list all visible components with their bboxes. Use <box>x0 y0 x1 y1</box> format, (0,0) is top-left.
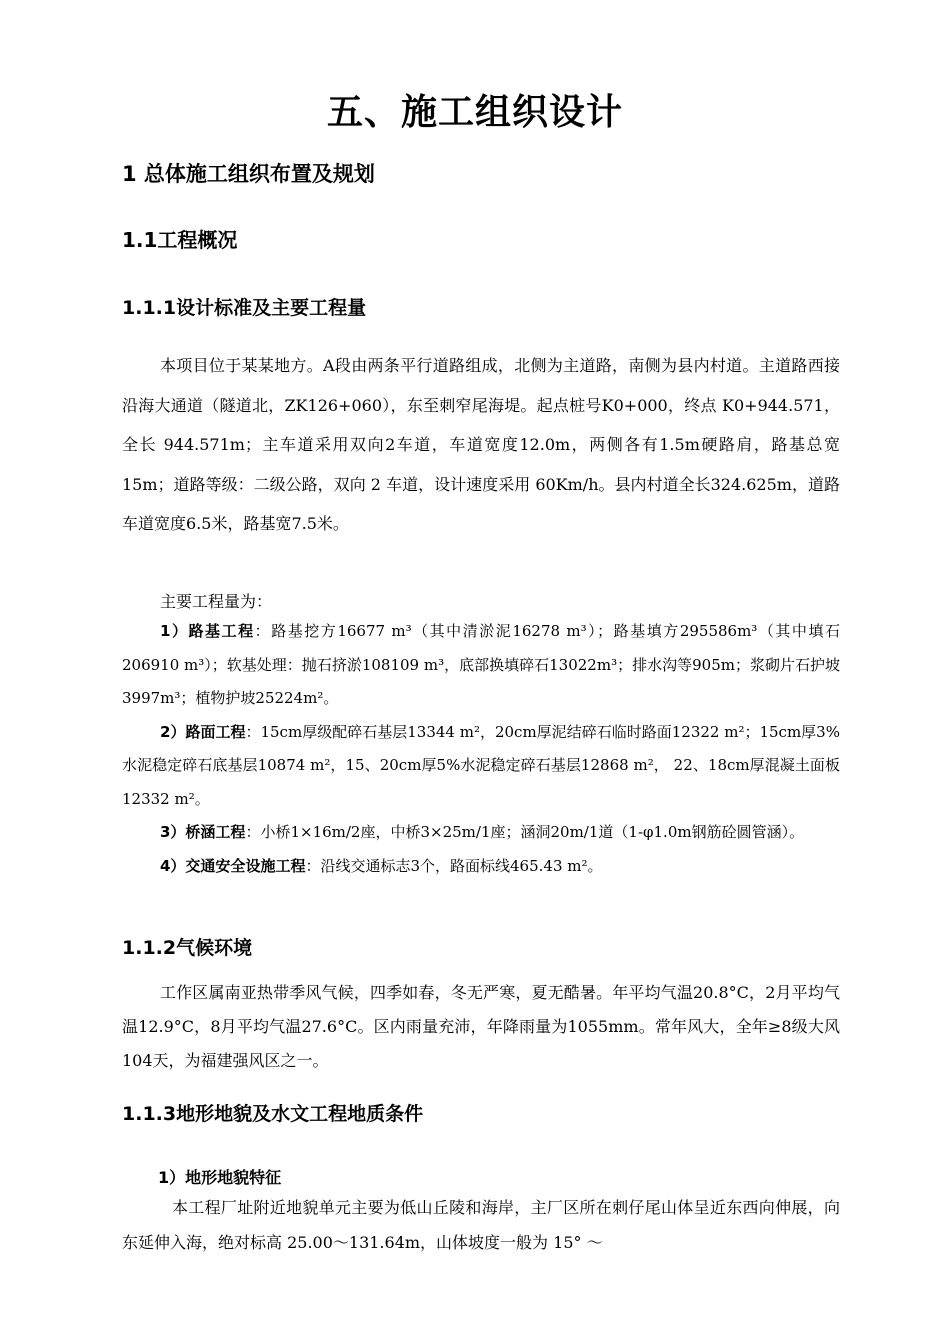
section-heading-1: 1 总体施工组织布置及规划 <box>122 162 375 186</box>
quantity-label: 3）桥涵工程 <box>160 823 246 841</box>
quantity-label: 4）交通安全设施工程 <box>160 856 306 875</box>
quantities-list <box>122 615 840 883</box>
quantity-item-bridges <box>122 816 840 850</box>
quantity-text: ：沿线交通标志3个，路面标线465.43 m²。 <box>305 856 603 875</box>
climate-paragraph: 工作区属南亚热带季风气候，四季如春，冬无严寒，夏无酷暑。年平均气温20.8°C，2月平均气温12.9°C，8月平均气温27.6°C。区内雨量充沛，年降雨量为1055mm。常年风大，全年≥8级大风104天，为福建强风区之一。 <box>122 983 840 1070</box>
quantity-text: ：路基挖方16677 m³（其中清淤泥16278 m³）；路基填方295586m³（其中填石206910 m³）；软基处理：抛石挤淤108109 m³，底部换填碎石13022m³；排水沟等905m；浆砌片石护坡3997m³；植物护坡25224m²。 <box>122 622 840 707</box>
quantity-label: 1）路基工程 <box>160 622 255 640</box>
quantity-item-subgrade <box>122 615 840 716</box>
section-heading-1-1-3: 1.1.3地形地貌及水文工程地质条件 <box>122 1103 424 1125</box>
terrain-paragraph: 本工程厂址附近地貌单元主要为低山丘陵和海岸，主厂区所在刺仔尾山体呈近东西向伸展，向东延伸入海，绝对标高 25.00～131.64m，山体坡度一般为 15° ～ <box>122 1198 840 1252</box>
quantity-text: ：15cm厚级配碎石基层13344 m²，20cm厚泥结碎石临时路面12322 m²；15cm厚3%水泥稳定碎石底基层10874 m²，15、20cm厚5%水泥稳定碎石基层12868 m²， 22、18cm厚混凝土面板12332 m²。 <box>122 722 840 808</box>
project-overview-paragraph: 本项目位于某某地方。A段由两条平行道路组成，北侧为主道路，南侧为县内村道。主道路西接沿海大通道（隧道北，ZK126+060），东至刺窄尾海堤。起点桩号K0+000，终点 K0+944.571，全长 944.571m；主车道采用双向2车道，车道宽度12.0m，两侧各有1.5m硬路肩，路基总宽15m；道路等级：二级公路，双向 2 车道，设计速度采用 60Km/h。县内村道全长324.625m，道路车道宽度6.5米，路基宽7.5米。 <box>122 356 840 534</box>
subheading-terrain: 1）地形地貌特征 <box>158 1168 282 1187</box>
quantity-label: 2）路面工程 <box>160 722 246 741</box>
section-heading-1-1: 1.1工程概况 <box>122 228 238 252</box>
section-heading-1-1-1: 1.1.1设计标准及主要工程量 <box>122 297 367 319</box>
section-heading-1-1-2: 1.1.2气候环境 <box>122 937 253 959</box>
quantity-item-safety <box>122 850 840 884</box>
quantities-intro: 主要工程量为： <box>160 592 273 611</box>
quantity-item-pavement <box>122 716 840 817</box>
document-title: 五、施工组织设计 <box>326 92 623 133</box>
quantity-text: ：小桥1×16m/2座，中桥3×25m/1座；涵洞20m/1道（1-φ1.0m钢筋砼圆管涵）。 <box>245 823 805 841</box>
